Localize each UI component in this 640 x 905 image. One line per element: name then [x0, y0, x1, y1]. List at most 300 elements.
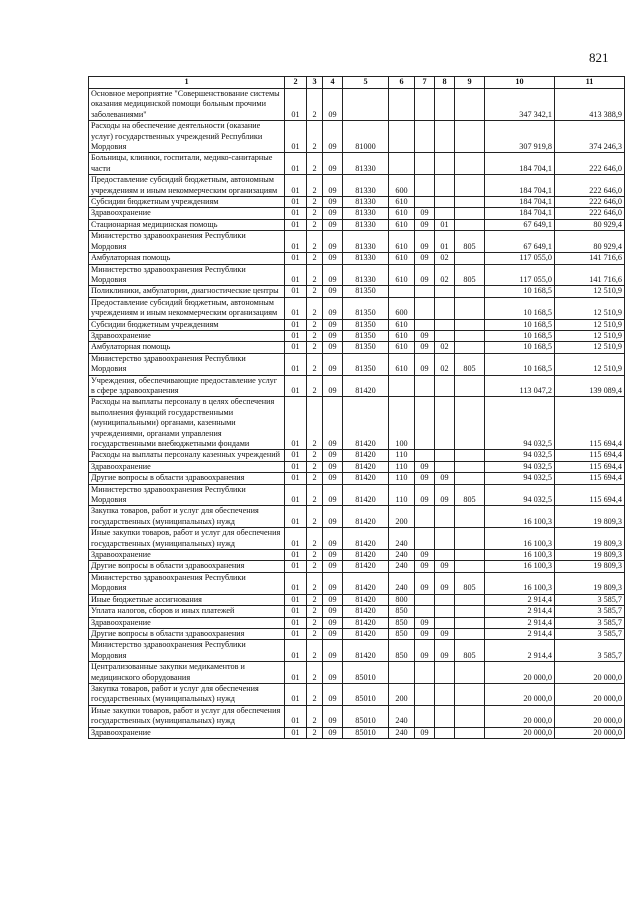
table-cell: 01	[285, 89, 307, 121]
table-cell	[435, 397, 455, 450]
table-cell: 222 646,0	[555, 175, 625, 197]
column-header: 3	[307, 77, 323, 89]
table-cell: 12 510,9	[555, 297, 625, 319]
table-cell: 67 649,1	[485, 219, 555, 230]
table-cell: 01	[285, 640, 307, 662]
table-cell	[455, 461, 485, 472]
table-cell: 01	[285, 397, 307, 450]
row-label-cell: Другие вопросы в области здравоохранения	[89, 628, 285, 639]
table-cell	[415, 705, 435, 727]
table-cell: 10 168,5	[485, 297, 555, 319]
table-row	[89, 528, 625, 550]
table-cell: 19 809,3	[555, 550, 625, 561]
table-cell: 02	[435, 342, 455, 353]
table-cell: 09	[435, 572, 455, 594]
table-cell: 81420	[343, 628, 389, 639]
table-cell: 81420	[343, 375, 389, 397]
row-label-cell: Министерство здравоохранения Республики Мордовия	[89, 572, 285, 594]
table-cell	[435, 208, 455, 219]
table-cell: 115 694,4	[555, 473, 625, 484]
table-row	[89, 606, 625, 617]
table-cell: 2	[307, 606, 323, 617]
table-cell	[435, 606, 455, 617]
column-header: 5	[343, 77, 389, 89]
table-cell: 2	[307, 594, 323, 605]
table-cell	[455, 473, 485, 484]
table-cell: 80 929,4	[555, 231, 625, 253]
table-row	[89, 253, 625, 264]
table-cell: 01	[285, 662, 307, 684]
table-cell: 81350	[343, 297, 389, 319]
table-cell: 01	[285, 253, 307, 264]
table-cell: 94 032,5	[485, 484, 555, 506]
table-cell: 240	[389, 561, 415, 572]
table-row	[89, 286, 625, 297]
row-label-cell: Расходы на выплаты персоналу казенных учреждений	[89, 450, 285, 461]
table-cell: 805	[455, 572, 485, 594]
table-cell	[455, 594, 485, 605]
table-cell	[455, 375, 485, 397]
table-cell: 81420	[343, 550, 389, 561]
table-cell	[415, 397, 435, 450]
table-cell	[435, 550, 455, 561]
table-cell: 09	[323, 330, 343, 341]
table-cell: 19 809,3	[555, 528, 625, 550]
table-cell	[435, 330, 455, 341]
table-cell: 09	[323, 572, 343, 594]
table-cell: 2 914,4	[485, 617, 555, 628]
table-cell: 222 646,0	[555, 197, 625, 208]
row-label-cell: Амбулаторная помощь	[89, 253, 285, 264]
table-cell: 20 000,0	[485, 705, 555, 727]
column-header: 11	[555, 77, 625, 89]
table-cell: 110	[389, 450, 415, 461]
table-cell: 09	[323, 727, 343, 738]
table-cell: 141 716,6	[555, 264, 625, 286]
table-cell: 81330	[343, 219, 389, 230]
row-label-cell: Здравоохранение	[89, 727, 285, 738]
table-cell	[455, 121, 485, 153]
table-cell: 117 055,0	[485, 264, 555, 286]
table-cell: 3 585,7	[555, 640, 625, 662]
table-row	[89, 617, 625, 628]
table-cell	[415, 153, 435, 175]
table-cell: 184 704,1	[485, 197, 555, 208]
table-cell: 09	[323, 208, 343, 219]
table-cell: 81420	[343, 461, 389, 472]
table-cell: 16 100,3	[485, 550, 555, 561]
table-cell	[435, 197, 455, 208]
table-row	[89, 197, 625, 208]
table-cell: 80 929,4	[555, 219, 625, 230]
table-cell: 81330	[343, 208, 389, 219]
table-cell: 2 914,4	[485, 640, 555, 662]
table-cell: 2	[307, 297, 323, 319]
table-cell: 2	[307, 197, 323, 208]
table-cell	[435, 683, 455, 705]
table-cell: 01	[285, 197, 307, 208]
table-cell: 3 585,7	[555, 628, 625, 639]
table-cell	[435, 617, 455, 628]
table-row	[89, 561, 625, 572]
table-cell	[455, 561, 485, 572]
table-cell: 01	[285, 473, 307, 484]
table-cell: 610	[389, 342, 415, 353]
table-cell: 20 000,0	[555, 683, 625, 705]
table-cell: 09	[415, 219, 435, 230]
table-cell: 2	[307, 264, 323, 286]
row-label-cell: Иные бюджетные ассигнования	[89, 594, 285, 605]
table-cell	[415, 662, 435, 684]
column-header: 10	[485, 77, 555, 89]
table-cell: 2	[307, 662, 323, 684]
table-cell: 20 000,0	[555, 727, 625, 738]
table-row	[89, 342, 625, 353]
table-cell	[455, 208, 485, 219]
table-cell: 09	[415, 561, 435, 572]
table-cell	[435, 319, 455, 330]
table-cell	[415, 121, 435, 153]
table-cell	[455, 705, 485, 727]
table-cell	[455, 506, 485, 528]
table-cell: 240	[389, 528, 415, 550]
table-cell: 139 089,4	[555, 375, 625, 397]
table-cell	[455, 330, 485, 341]
table-cell	[455, 528, 485, 550]
table-cell: 81000	[343, 121, 389, 153]
table-cell	[455, 219, 485, 230]
table-row	[89, 683, 625, 705]
table-row	[89, 450, 625, 461]
table-cell: 94 032,5	[485, 461, 555, 472]
table-cell: 09	[323, 528, 343, 550]
table-cell: 20 000,0	[555, 705, 625, 727]
table-cell: 01	[285, 506, 307, 528]
table-cell: 10 168,5	[485, 342, 555, 353]
table-cell: 20 000,0	[485, 662, 555, 684]
table-cell: 09	[323, 264, 343, 286]
budget-table	[88, 76, 625, 739]
table-cell: 09	[415, 727, 435, 738]
table-cell	[415, 297, 435, 319]
row-label-cell: Здравоохранение	[89, 208, 285, 219]
table-cell: 01	[285, 594, 307, 605]
row-label-cell: Закупка товаров, работ и услуг для обеспечения государственных (муниципальных) нужд	[89, 683, 285, 705]
table-cell	[455, 550, 485, 561]
table-cell: 12 510,9	[555, 353, 625, 375]
table-cell: 2	[307, 319, 323, 330]
table-cell: 01	[285, 342, 307, 353]
table-cell	[435, 286, 455, 297]
table-row	[89, 727, 625, 738]
table-cell: 09	[323, 197, 343, 208]
table-header-row	[89, 77, 625, 89]
table-cell: 2	[307, 330, 323, 341]
table-cell: 413 388,9	[555, 89, 625, 121]
table-cell: 2	[307, 153, 323, 175]
table-row	[89, 375, 625, 397]
table-cell: 09	[323, 594, 343, 605]
table-cell: 117 055,0	[485, 253, 555, 264]
table-cell: 81330	[343, 153, 389, 175]
table-cell: 850	[389, 617, 415, 628]
table-cell: 2	[307, 705, 323, 727]
table-cell: 805	[455, 264, 485, 286]
table-cell: 09	[323, 683, 343, 705]
table-cell: 09	[323, 461, 343, 472]
table-cell: 09	[323, 297, 343, 319]
table-cell	[455, 628, 485, 639]
table-cell: 01	[285, 297, 307, 319]
table-cell: 02	[435, 264, 455, 286]
row-label-cell: Иные закупки товаров, работ и услуг для обеспечения государственных (муниципальных) нужд	[89, 528, 285, 550]
row-label-cell: Основное мероприятие "Совершенствование системы оказания медицинской помощи больным прочими заболеваниями"	[89, 89, 285, 121]
table-cell: 240	[389, 705, 415, 727]
row-label-cell: Здравоохранение	[89, 550, 285, 561]
table-cell: 09	[415, 208, 435, 219]
column-header: 4	[323, 77, 343, 89]
table-cell	[455, 606, 485, 617]
row-label-cell: Субсидии бюджетным учреждениям	[89, 319, 285, 330]
row-label-cell: Субсидии бюджетным учреждениям	[89, 197, 285, 208]
table-cell	[415, 286, 435, 297]
table-cell: 805	[455, 640, 485, 662]
table-cell: 610	[389, 253, 415, 264]
table-cell: 01	[285, 683, 307, 705]
table-cell: 110	[389, 484, 415, 506]
table-cell: 94 032,5	[485, 473, 555, 484]
table-row	[89, 153, 625, 175]
table-cell	[435, 153, 455, 175]
table-cell: 19 809,3	[555, 572, 625, 594]
column-header: 2	[285, 77, 307, 89]
table-row	[89, 175, 625, 197]
table-cell: 01	[285, 175, 307, 197]
table-cell	[455, 197, 485, 208]
table-cell: 81350	[343, 353, 389, 375]
table-cell: 09	[323, 550, 343, 561]
table-cell: 222 646,0	[555, 153, 625, 175]
table-cell	[455, 617, 485, 628]
table-cell: 09	[323, 89, 343, 121]
table-cell	[455, 89, 485, 121]
table-cell	[435, 662, 455, 684]
table-cell	[415, 450, 435, 461]
table-cell: 805	[455, 231, 485, 253]
row-label-cell: Предоставление субсидий бюджетным, автономным учреждениям и иным некоммерческим организациям	[89, 175, 285, 197]
table-cell	[455, 297, 485, 319]
row-label-cell: Централизованные закупки медикаментов и медицинского оборудования	[89, 662, 285, 684]
table-cell: 67 649,1	[485, 231, 555, 253]
table-cell	[455, 662, 485, 684]
table-row	[89, 353, 625, 375]
table-cell: 240	[389, 572, 415, 594]
table-cell: 09	[323, 375, 343, 397]
table-cell: 805	[455, 353, 485, 375]
table-cell: 222 646,0	[555, 208, 625, 219]
column-header: 6	[389, 77, 415, 89]
row-label-cell: Поликлиники, амбулатории, диагностические центры	[89, 286, 285, 297]
table-cell	[389, 375, 415, 397]
table-cell: 01	[285, 264, 307, 286]
table-cell: 09	[415, 342, 435, 353]
table-cell: 20 000,0	[555, 662, 625, 684]
table-cell: 347 342,1	[485, 89, 555, 121]
table-cell: 85010	[343, 662, 389, 684]
table-cell: 09	[415, 353, 435, 375]
table-cell: 09	[415, 572, 435, 594]
table-cell: 09	[415, 264, 435, 286]
table-row	[89, 594, 625, 605]
table-cell	[455, 286, 485, 297]
table-cell: 01	[285, 219, 307, 230]
table-cell	[415, 506, 435, 528]
table-row	[89, 662, 625, 684]
table-cell: 2	[307, 461, 323, 472]
table-cell: 16 100,3	[485, 561, 555, 572]
table-cell	[415, 594, 435, 605]
table-cell: 81420	[343, 450, 389, 461]
table-cell: 610	[389, 231, 415, 253]
table-cell: 81420	[343, 397, 389, 450]
table-row	[89, 208, 625, 219]
table-cell: 12 510,9	[555, 286, 625, 297]
table-cell: 09	[323, 253, 343, 264]
table-cell	[455, 342, 485, 353]
row-label-cell: Министерство здравоохранения Республики Мордовия	[89, 484, 285, 506]
table-cell: 610	[389, 264, 415, 286]
column-header: 1	[89, 77, 285, 89]
table-cell: 01	[285, 330, 307, 341]
table-cell: 3 585,7	[555, 606, 625, 617]
table-cell	[415, 197, 435, 208]
table-row	[89, 461, 625, 472]
table-cell: 800	[389, 594, 415, 605]
table-cell: 240	[389, 727, 415, 738]
table-cell	[435, 528, 455, 550]
table-cell: 2 914,4	[485, 628, 555, 639]
table-cell: 09	[323, 342, 343, 353]
table-cell	[389, 662, 415, 684]
table-row	[89, 319, 625, 330]
table-cell: 09	[415, 473, 435, 484]
row-label-cell: Закупка товаров, работ и услуг для обеспечения государственных (муниципальных) нужд	[89, 506, 285, 528]
table-row	[89, 572, 625, 594]
table-cell: 09	[435, 628, 455, 639]
row-label-cell: Другие вопросы в области здравоохранения	[89, 473, 285, 484]
table-cell: 81420	[343, 572, 389, 594]
table-cell: 2	[307, 375, 323, 397]
table-cell: 2	[307, 286, 323, 297]
table-cell: 81420	[343, 561, 389, 572]
table-row	[89, 121, 625, 153]
table-cell: 2	[307, 550, 323, 561]
table-cell: 01	[285, 550, 307, 561]
table-cell: 01	[285, 561, 307, 572]
table-cell: 115 694,4	[555, 450, 625, 461]
table-cell: 94 032,5	[485, 397, 555, 450]
table-cell: 12 510,9	[555, 342, 625, 353]
table-cell	[435, 506, 455, 528]
table-cell: 81330	[343, 253, 389, 264]
table-cell: 01	[285, 353, 307, 375]
table-cell: 2	[307, 628, 323, 639]
table-row	[89, 231, 625, 253]
table-cell: 09	[415, 628, 435, 639]
row-label-cell: Другие вопросы в области здравоохранения	[89, 561, 285, 572]
row-label-cell: Министерство здравоохранения Республики Мордовия	[89, 231, 285, 253]
table-cell: 2	[307, 484, 323, 506]
table-body	[89, 89, 625, 739]
table-cell: 81330	[343, 264, 389, 286]
table-row	[89, 506, 625, 528]
table-cell: 01	[435, 219, 455, 230]
table-cell: 09	[435, 640, 455, 662]
table-cell: 610	[389, 319, 415, 330]
column-header: 7	[415, 77, 435, 89]
table-cell: 2	[307, 473, 323, 484]
table-cell	[435, 727, 455, 738]
table-cell: 01	[285, 450, 307, 461]
table-row	[89, 484, 625, 506]
table-cell: 01	[285, 705, 307, 727]
table-cell	[455, 450, 485, 461]
table-cell: 81420	[343, 640, 389, 662]
table-cell	[343, 89, 389, 121]
table-cell	[389, 153, 415, 175]
table-cell: 2	[307, 617, 323, 628]
table-cell	[455, 175, 485, 197]
table-cell: 09	[323, 662, 343, 684]
table-cell: 85010	[343, 727, 389, 738]
row-label-cell: Больницы, клиники, госпитали, медико-санитарные части	[89, 153, 285, 175]
table-cell: 09	[323, 484, 343, 506]
table-cell: 19 809,3	[555, 506, 625, 528]
row-label-cell: Стационарная медицинская помощь	[89, 219, 285, 230]
table-cell: 2	[307, 121, 323, 153]
table-cell: 09	[323, 473, 343, 484]
table-cell: 2	[307, 175, 323, 197]
table-cell: 01	[285, 606, 307, 617]
table-cell	[435, 450, 455, 461]
table-cell: 02	[435, 353, 455, 375]
table-cell: 12 510,9	[555, 319, 625, 330]
table-cell	[435, 175, 455, 197]
table-row	[89, 473, 625, 484]
table-cell: 01	[285, 461, 307, 472]
table-cell: 100	[389, 397, 415, 450]
table-cell	[455, 153, 485, 175]
table-row	[89, 264, 625, 286]
table-cell: 2	[307, 219, 323, 230]
table-cell: 01	[285, 231, 307, 253]
row-label-cell: Расходы на выплаты персоналу в целях обеспечения выполнения функций государственными (муниципальными) органами, казенными учреждениями, органами управления государственными внебюджетными фондами	[89, 397, 285, 450]
table-cell: 09	[323, 121, 343, 153]
table-cell: 81330	[343, 197, 389, 208]
table-cell: 09	[415, 461, 435, 472]
table-cell	[455, 683, 485, 705]
table-cell: 09	[323, 153, 343, 175]
table-cell: 09	[323, 397, 343, 450]
table-cell: 81420	[343, 606, 389, 617]
table-cell: 184 704,1	[485, 153, 555, 175]
table-cell	[435, 375, 455, 397]
table-cell	[415, 606, 435, 617]
table-cell: 81350	[343, 330, 389, 341]
table-cell: 10 168,5	[485, 286, 555, 297]
table-cell: 3 585,7	[555, 594, 625, 605]
table-row	[89, 297, 625, 319]
